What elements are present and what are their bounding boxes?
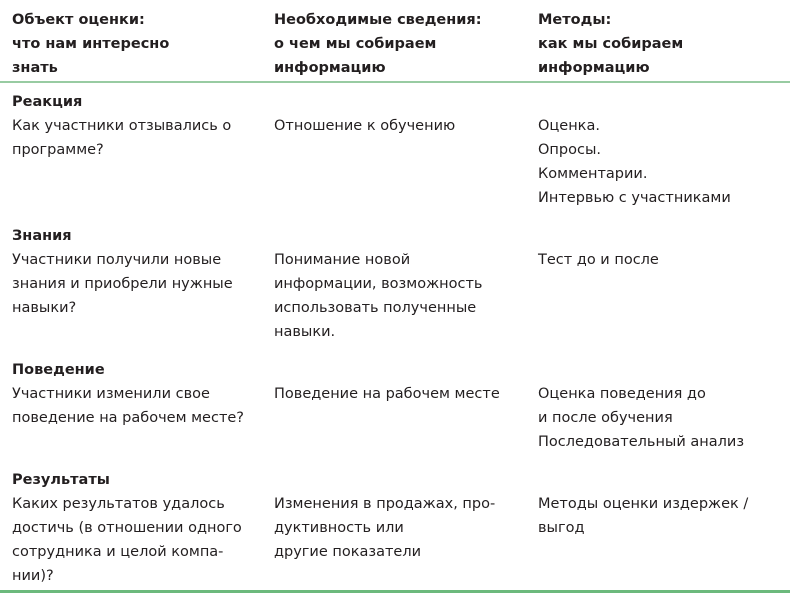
table-header [0, 8, 790, 80]
header-info: Необходимые сведения: о чем мы собираем информацию [274, 12, 482, 76]
info-cell: Понимание новой информации, возможность использовать полученные навыки. [274, 252, 483, 340]
methods-cell: Методы оценки издержек / выгод [538, 496, 749, 536]
table-body [0, 90, 790, 602]
info-cell: Поведение на рабочем месте [274, 386, 500, 402]
object-cell: Как участники отзывались о программе? [12, 118, 232, 158]
object-cell: Каких результатов удалось достичь (в отношении одного сотрудника и целой компа- нии)? [12, 496, 242, 584]
header-methods: Методы: как мы собираем информацию [538, 12, 684, 76]
section-title: Знания [12, 228, 72, 244]
section-title: Результаты [12, 472, 110, 488]
section-title: Реакция [12, 94, 83, 110]
header-rule [0, 81, 790, 83]
info-cell: Отношение к обучению [274, 118, 456, 134]
section-results [0, 468, 790, 588]
object-cell: Участники получили новые знания и приобрели нужные навыки? [12, 252, 233, 316]
methods-cell: Тест до и после [538, 252, 659, 268]
object-cell: Участники изменили свое поведение на рабочем месте? [12, 386, 245, 426]
methods-cell: Оценка. Опросы. Комментарии. Интервью с участниками [538, 118, 731, 206]
header-object: Объект оценки: что нам интересно знать [12, 12, 170, 76]
section-knowledge [0, 224, 790, 344]
methods-cell: Оценка поведения до и после обучения Последовательный анализ [538, 386, 745, 450]
section-title: Поведение [12, 362, 105, 378]
section-reaction [0, 90, 790, 210]
info-cell: Изменения в продажах, про- дуктивность или другие показатели [274, 496, 496, 560]
section-behavior [0, 358, 790, 454]
